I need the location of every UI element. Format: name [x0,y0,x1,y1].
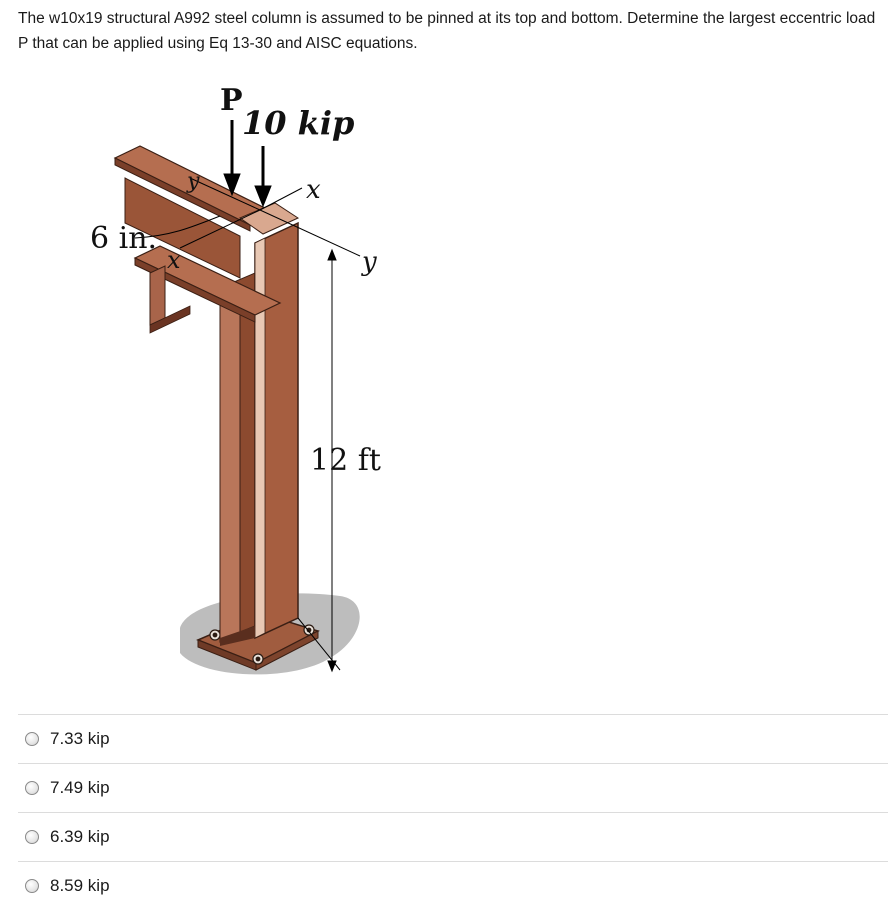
option-row[interactable] [18,861,888,910]
radio-button[interactable] [25,781,39,795]
label-axis-y-right: y [362,247,377,277]
label-axis-x-top: x [306,175,321,205]
column-figure [80,78,390,698]
radio-button[interactable] [25,830,39,844]
column-diagram [80,78,390,698]
option-row[interactable] [18,714,888,763]
question-text: The w10x19 structural A992 steel column is assumed to be pinned at its top and bottom. Determine the largest eccentric load P that can be applied using Eq 13-30 and AISC equations. [18,10,876,52]
option-label[interactable]: 6.39 kip [50,827,110,846]
radio-button[interactable] [25,879,39,893]
label-eccentricity: 6 in. [90,221,158,256]
option-label[interactable]: 8.59 kip [50,876,110,895]
option-row[interactable] [18,812,888,861]
option-row[interactable] [18,763,888,812]
radio-button[interactable] [25,732,39,746]
label-height: 12 ft [310,443,381,478]
label-load-p: P [220,83,243,118]
label-10-kip: 10 kip [242,104,355,142]
label-axis-x-left: x [167,246,181,274]
option-label[interactable]: 7.49 kip [50,778,110,797]
answer-options [18,714,888,910]
label-axis-y-left: y [187,169,200,194]
option-label[interactable]: 7.33 kip [50,729,110,748]
